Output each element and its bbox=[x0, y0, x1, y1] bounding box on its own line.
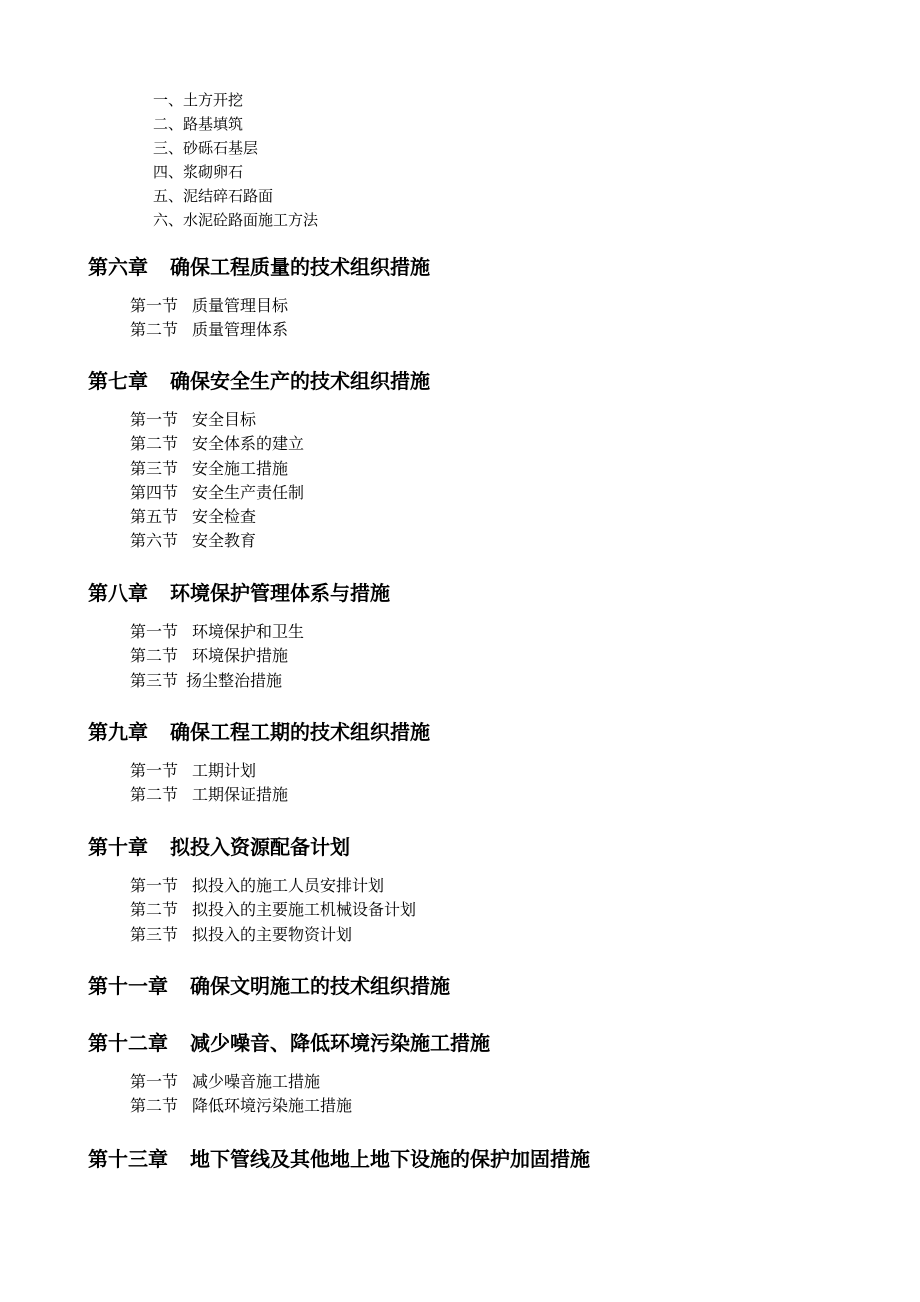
section-title: 拟投入的主要施工机械设备计划 bbox=[192, 900, 417, 920]
chapter-title: 地下管线及其他地上地下设施的保护加固措施 bbox=[190, 1147, 590, 1171]
section-number: 第二节 bbox=[130, 785, 179, 805]
section-title: 安全教育 bbox=[192, 531, 257, 551]
subsection-list bbox=[153, 88, 318, 232]
subsection-item: 四、浆砌卵石 bbox=[153, 163, 244, 181]
chapter-heading bbox=[88, 578, 390, 608]
chapter-number: 第十三章 bbox=[88, 1147, 168, 1171]
section-number: 第一节 bbox=[130, 296, 179, 315]
chapter-title: 确保文明施工的技术组织措施 bbox=[190, 974, 450, 998]
chapter-title: 拟投入资源配备计划 bbox=[170, 835, 350, 859]
chapter-title: 确保安全生产的技术组织措施 bbox=[170, 369, 430, 393]
section-title: 安全生产责任制 bbox=[192, 482, 305, 502]
section-number: 第一节 bbox=[130, 876, 179, 895]
section-item bbox=[130, 1070, 490, 1094]
section-number: 第四节 bbox=[130, 482, 179, 502]
chapter-heading bbox=[88, 971, 450, 1001]
section-number: 第二节 bbox=[130, 900, 179, 920]
chapter-number: 第七章 bbox=[88, 369, 148, 393]
section-item bbox=[130, 529, 430, 553]
section-title: 拟投入的施工人员安排计划 bbox=[192, 876, 385, 895]
section-title: 环境保护措施 bbox=[192, 646, 289, 666]
section-item bbox=[130, 505, 430, 529]
chapter-heading bbox=[88, 832, 416, 862]
section-item bbox=[130, 1094, 490, 1118]
chapter-number: 第十二章 bbox=[88, 1031, 168, 1055]
chapter-heading bbox=[88, 717, 430, 747]
section-title: 安全目标 bbox=[192, 410, 257, 429]
chapter-heading bbox=[88, 1028, 490, 1058]
section-title: 安全体系的建立 bbox=[192, 434, 305, 454]
section-list bbox=[130, 294, 430, 343]
chapter-10 bbox=[88, 832, 416, 947]
section-list bbox=[130, 1070, 490, 1119]
subsection-item: 二、路基填筑 bbox=[153, 115, 244, 133]
chapter-heading bbox=[88, 1144, 590, 1174]
chapter-title: 环境保护管理体系与措施 bbox=[170, 581, 390, 605]
section-number: 第五节 bbox=[130, 507, 179, 527]
section-number: 第二节 bbox=[130, 320, 179, 340]
chapter-heading bbox=[88, 252, 430, 282]
section-title: 环境保护和卫生 bbox=[192, 622, 305, 641]
section-title: 安全检查 bbox=[192, 507, 257, 527]
chapter-number: 第十章 bbox=[88, 835, 148, 859]
section-number: 第一节 bbox=[130, 1072, 179, 1091]
section-list bbox=[130, 874, 416, 947]
section-list bbox=[130, 620, 390, 693]
section-title: 工期计划 bbox=[192, 761, 257, 780]
section-title: 拟投入的主要物资计划 bbox=[192, 924, 353, 944]
chapter-number: 第十一章 bbox=[88, 974, 168, 998]
section-title: 安全施工措施 bbox=[192, 458, 289, 478]
section-title: 减少噪音施工措施 bbox=[192, 1072, 321, 1091]
chapter-13 bbox=[88, 1144, 590, 1174]
section-list bbox=[130, 759, 430, 808]
section-number: 第一节 bbox=[130, 761, 179, 780]
chapter-12 bbox=[88, 1028, 490, 1119]
subsection-item: 五、泥结碎石路面 bbox=[153, 187, 274, 205]
chapter-9 bbox=[88, 717, 430, 808]
section-number: 第二节 bbox=[130, 434, 179, 454]
section-item bbox=[130, 923, 416, 947]
section-item bbox=[130, 318, 430, 342]
section-title: 降低环境污染施工措施 bbox=[192, 1096, 353, 1116]
section-item bbox=[130, 898, 416, 922]
section-item bbox=[130, 481, 430, 505]
section-number: 第一节 bbox=[130, 410, 179, 429]
section-item bbox=[130, 759, 430, 783]
chapter-7 bbox=[88, 366, 430, 554]
chapter-8 bbox=[88, 578, 390, 693]
section-number: 第一节 bbox=[130, 622, 179, 641]
section-number: 第二节 bbox=[130, 1096, 179, 1116]
subsection-item: 六、水泥砼路面施工方法 bbox=[153, 211, 319, 229]
chapter-title: 减少噪音、降低环境污染施工措施 bbox=[190, 1031, 490, 1055]
chapter-11 bbox=[88, 971, 450, 1001]
chapter-6 bbox=[88, 252, 430, 343]
section-number: 第三节 bbox=[130, 924, 179, 944]
section-item bbox=[130, 620, 390, 644]
section-item bbox=[130, 644, 390, 668]
section-item bbox=[130, 783, 430, 807]
section-list bbox=[130, 408, 430, 554]
section-item bbox=[130, 669, 390, 693]
section-item bbox=[130, 294, 430, 318]
subsection-item: 一、土方开挖 bbox=[153, 91, 244, 109]
section-number: 第二节 bbox=[130, 646, 179, 666]
chapter-number: 第八章 bbox=[88, 581, 148, 605]
subsection-item: 三、砂砾石基层 bbox=[153, 139, 259, 157]
section-title: 质量管理体系 bbox=[192, 320, 289, 340]
chapter-title: 确保工程工期的技术组织措施 bbox=[170, 720, 430, 744]
section-item bbox=[130, 408, 430, 432]
section-number: 第三节 bbox=[130, 670, 179, 690]
section-title: 质量管理目标 bbox=[192, 296, 289, 315]
section-title: 扬尘整治措施 bbox=[186, 670, 283, 690]
section-item bbox=[130, 432, 430, 456]
section-item bbox=[130, 874, 416, 898]
chapter-heading bbox=[88, 366, 430, 396]
chapter-number: 第九章 bbox=[88, 720, 148, 744]
chapter-number: 第六章 bbox=[88, 255, 148, 279]
section-title: 工期保证措施 bbox=[192, 785, 289, 805]
section-item bbox=[130, 457, 430, 481]
chapter-title: 确保工程质量的技术组织措施 bbox=[170, 255, 430, 279]
section-number: 第六节 bbox=[130, 531, 179, 551]
section-number: 第三节 bbox=[130, 458, 179, 478]
